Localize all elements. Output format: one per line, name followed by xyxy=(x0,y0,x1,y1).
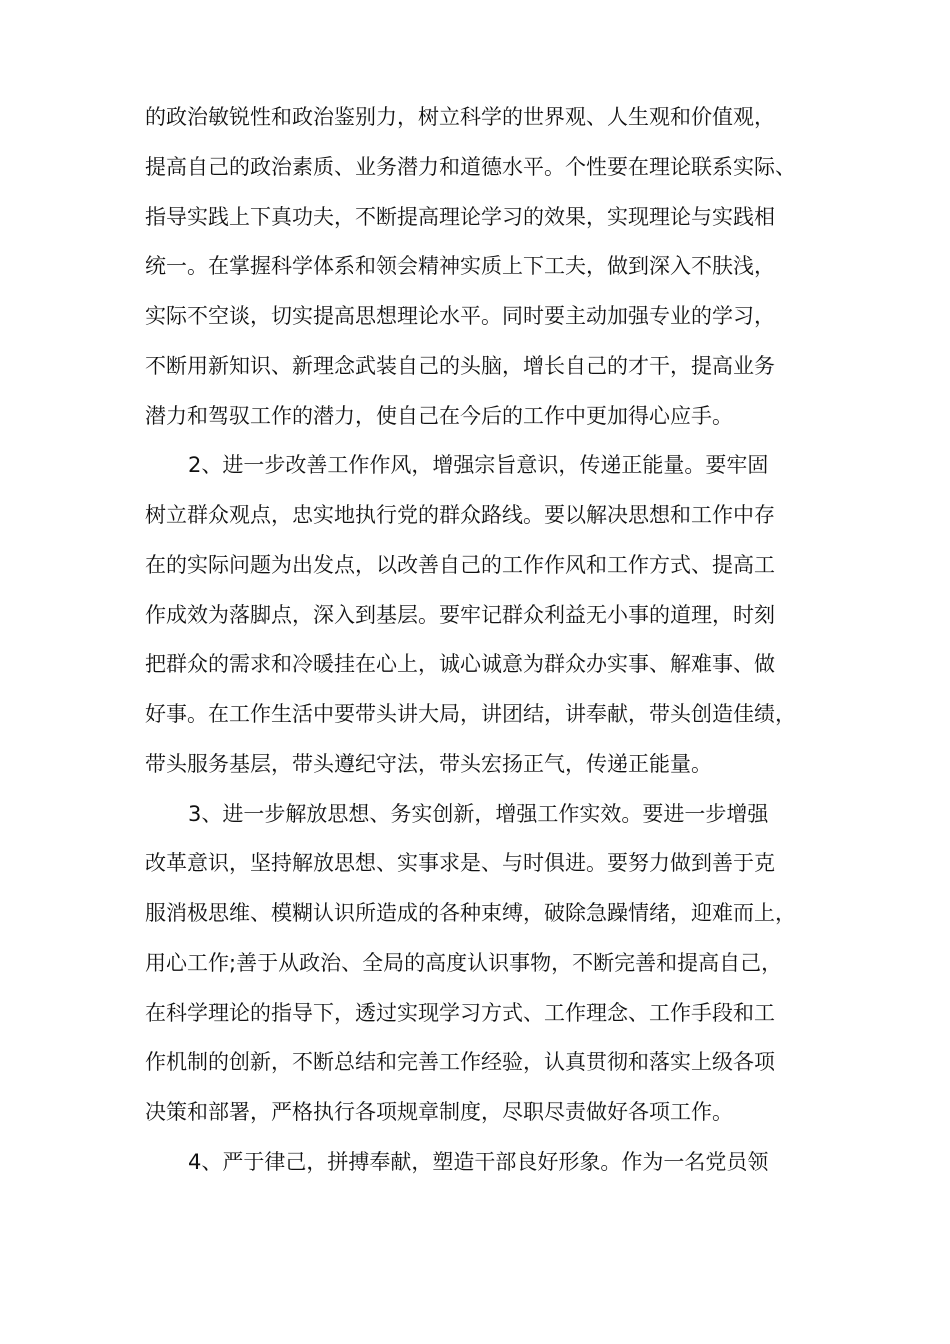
text-line-5: 实际不空谈，切实提高思想理论水平。同时要主动加强专业的学习， xyxy=(145,304,775,328)
text-line-19: 在科学理论的指导下，透过实现学习方式、工作理念、工作手段和工 xyxy=(145,1001,775,1025)
text-line-16: 改革意识，坚持解放思想、实事求是、与时俱进。要努力做到善于克 xyxy=(145,851,775,875)
paragraph-2-heading-line: 2、进一步改善工作作风，增强宗旨意识，传递正能量。要牢固 xyxy=(188,453,769,477)
text-line-13: 好事。在工作生活中要带头讲大局，讲团结，讲奉献，带头创造佳绩， xyxy=(145,702,796,726)
paragraph-3-heading-line: 3、进一步解放思想、务实创新，增强工作实效。要进一步增强 xyxy=(188,802,769,826)
text-line-21: 决策和部署，严格执行各项规章制度，尽职尽责做好各项工作。 xyxy=(145,1100,733,1124)
text-line-12: 把群众的需求和冷暖挂在心上，诚心诚意为群众办实事、解难事、做 xyxy=(145,652,775,676)
text-line-11: 作成效为落脚点，深入到基层。要牢记群众利益无小事的道理，时刻 xyxy=(145,603,775,627)
text-line-3: 指导实践上下真功夫，不断提高理论学习的效果，实现理论与实践相 xyxy=(145,205,775,229)
text-line-17: 服消极思维、模糊认识所造成的各种束缚，破除急躁情绪，迎难而上， xyxy=(145,901,796,925)
text-line-2: 提高自己的政治素质、业务潜力和道德水平。个性要在理论联系实际、 xyxy=(145,155,796,179)
text-line-7: 潜力和驾驭工作的潜力，使自己在今后的工作中更加得心应手。 xyxy=(145,404,733,428)
text-line-10: 在的实际问题为出发点，以改善自己的工作作风和工作方式、提高工 xyxy=(145,553,775,577)
paragraph-4-heading-line: 4、严于律己，拼搏奉献，塑造干部良好形象。作为一名党员领 xyxy=(188,1150,769,1174)
text-line-9: 树立群众观点，忠实地执行党的群众路线。要以解决思想和工作中存 xyxy=(145,503,775,527)
text-line-1: 的政治敏锐性和政治鉴别力，树立科学的世界观、人生观和价值观， xyxy=(145,105,775,129)
text-line-20: 作机制的创新，不断总结和完善工作经验，认真贯彻和落实上级各项 xyxy=(145,1050,775,1074)
text-line-6: 不断用新知识、新理念武装自己的头脑，增长自己的才干，提高业务 xyxy=(145,354,775,378)
text-line-18: 用心工作;善于从政治、全局的高度认识事物，不断完善和提高自己， xyxy=(145,951,783,975)
text-line-4: 统一。在掌握科学体系和领会精神实质上下工夫，做到深入不肤浅， xyxy=(145,254,775,278)
text-line-14: 带头服务基层，带头遵纪守法，带头宏扬正气，传递正能量。 xyxy=(145,752,712,776)
